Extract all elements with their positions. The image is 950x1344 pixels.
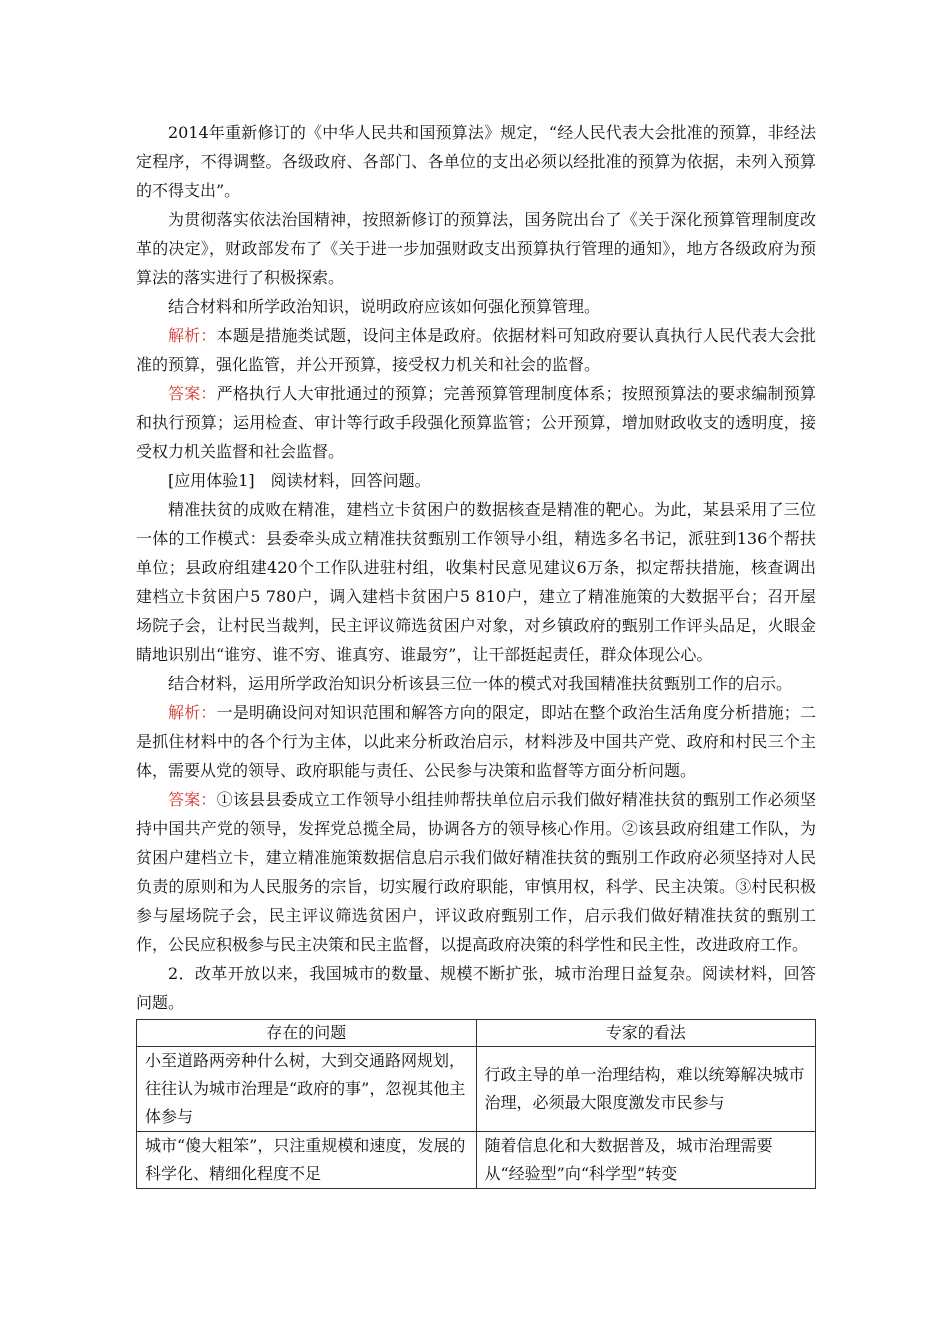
question-paragraph: 2．改革开放以来，我国城市的数量、规模不断扩张，城市治理日益复杂。阅读材料，回答问题。 <box>136 964 816 1012</box>
material-paragraph: 2014年重新修订的《中华人民共和国预算法》规定，“经人民代表大会批准的预算，非经法定程序，不得调整。各级政府、各部门、各单位的支出必须以经批准的预算为依据，未列入预算的不得支出”。 <box>136 123 816 200</box>
analysis-paragraph: 解析：一是明确设问对知识范围和解答方向的限定，即站在整个政治生活角度分析措施；二是抓住材料中的各个行为主体，以此来分析政治启示，材料涉及中国共产党、政府和村民三个主体，需要从党的领导、政府职能与责任、公民参与决策和监督等方面分析问题。 <box>136 703 816 780</box>
table-cell: 小至道路两旁种什么树，大到交通路网规划，往往认为城市治理是“政府的事”，忽视其他主体参与 <box>137 1047 477 1132</box>
analysis-label: 解析： <box>168 326 217 345</box>
answer-label: 答案： <box>168 790 217 809</box>
material-paragraph: 精准扶贫的成败在精准，建档立卡贫困户的数据核查是精准的靶心。为此，某县采用了三位一体的工作模式：县委牵头成立精准扶贫甄别工作领导小组，精选多名书记，派驻到136个帮扶单位；县政府组建420个工作队进驻村组，收集村民意见建议6万条，拟定帮扶措施，核查调出建档立卡贫困户5 780户，调入建档卡贫困户5 810户，建立了精准施策的大数据平台；召开屋场院子会，让村民当裁判，民主评议筛选贫困户对象，对乡镇政府的甄别工作评头品足，火眼金睛地识别出“谁穷、谁不穷、谁真穷、谁最穷”，让干部挺起责任，群众体现公心。 <box>136 500 816 664</box>
table-cell: 行政主导的单一治理结构，难以统筹解决城市治理，必须最大限度激发市民参与 <box>476 1047 816 1132</box>
material-paragraph: 为贯彻落实依法治国精神，按照新修订的预算法，国务院出台了《关于深化预算管理制度改革的决定》，财政部发布了《关于进一步加强财政支出预算执行管理的通知》，地方各级政府为预算法的落实进行了积极探索。 <box>136 210 816 287</box>
table-header-cell: 存在的问题 <box>137 1020 477 1047</box>
question-paragraph: 结合材料，运用所学政治知识分析该县三位一体的模式对我国精准扶贫甄别工作的启示。 <box>168 674 793 693</box>
answer-paragraph: 答案：①该县县委成立工作领导小组挂帅帮扶单位启示我们做好精准扶贫的甄别工作必须坚持中国共产党的领导，发挥党总揽全局，协调各方的领导核心作用。②该县政府组建工作队，为贫困户建档立卡，建立精准施策数据信息启示我们做好精准扶贫的甄别工作政府必须坚持对人民负责的原则和为人民服务的宗旨，切实履行政府职能，审慎用权，科学、民主决策。③村民积极参与屋场院子会，民主评议筛选贫困户，评议政府甄别工作，启示我们做好精准扶贫的甄别工作，公民应积极参与民主决策和民主监督，以提高政府决策的科学性和民主性，改进政府工作。 <box>136 790 816 954</box>
table-cell: 随着信息化和大数据普及，城市治理需要从“经验型”向“科学型”转变 <box>476 1132 816 1189</box>
document-page <box>136 118 816 1189</box>
analysis-paragraph: 解析：本题是措施类试题，设问主体是政府。依据材料可知政府要认真执行人民代表大会批准的预算，强化监管，并公开预算，接受权力机关和社会的监督。 <box>136 326 816 374</box>
table-row <box>137 1047 816 1132</box>
table-cell: 城市“傻大粗笨”，只注重规模和速度，发展的科学化、精细化程度不足 <box>137 1132 477 1189</box>
table-header-cell: 专家的看法 <box>476 1020 816 1047</box>
table-row <box>137 1132 816 1189</box>
comparison-table <box>136 1019 816 1189</box>
answer-label: 答案： <box>168 384 217 403</box>
exercise-heading: [应用体验1] 阅读材料，回答问题。 <box>168 471 431 490</box>
question-paragraph: 结合材料和所学政治知识，说明政府应该如何强化预算管理。 <box>168 297 601 316</box>
table-header-row <box>137 1020 816 1047</box>
analysis-label: 解析： <box>168 703 217 722</box>
answer-paragraph: 答案：严格执行人大审批通过的预算；完善预算管理制度体系；按照预算法的要求编制预算和执行预算；运用检查、审计等行政手段强化预算监管；公开预算，增加财政收支的透明度，接受权力机关监督和社会监督。 <box>136 384 816 461</box>
